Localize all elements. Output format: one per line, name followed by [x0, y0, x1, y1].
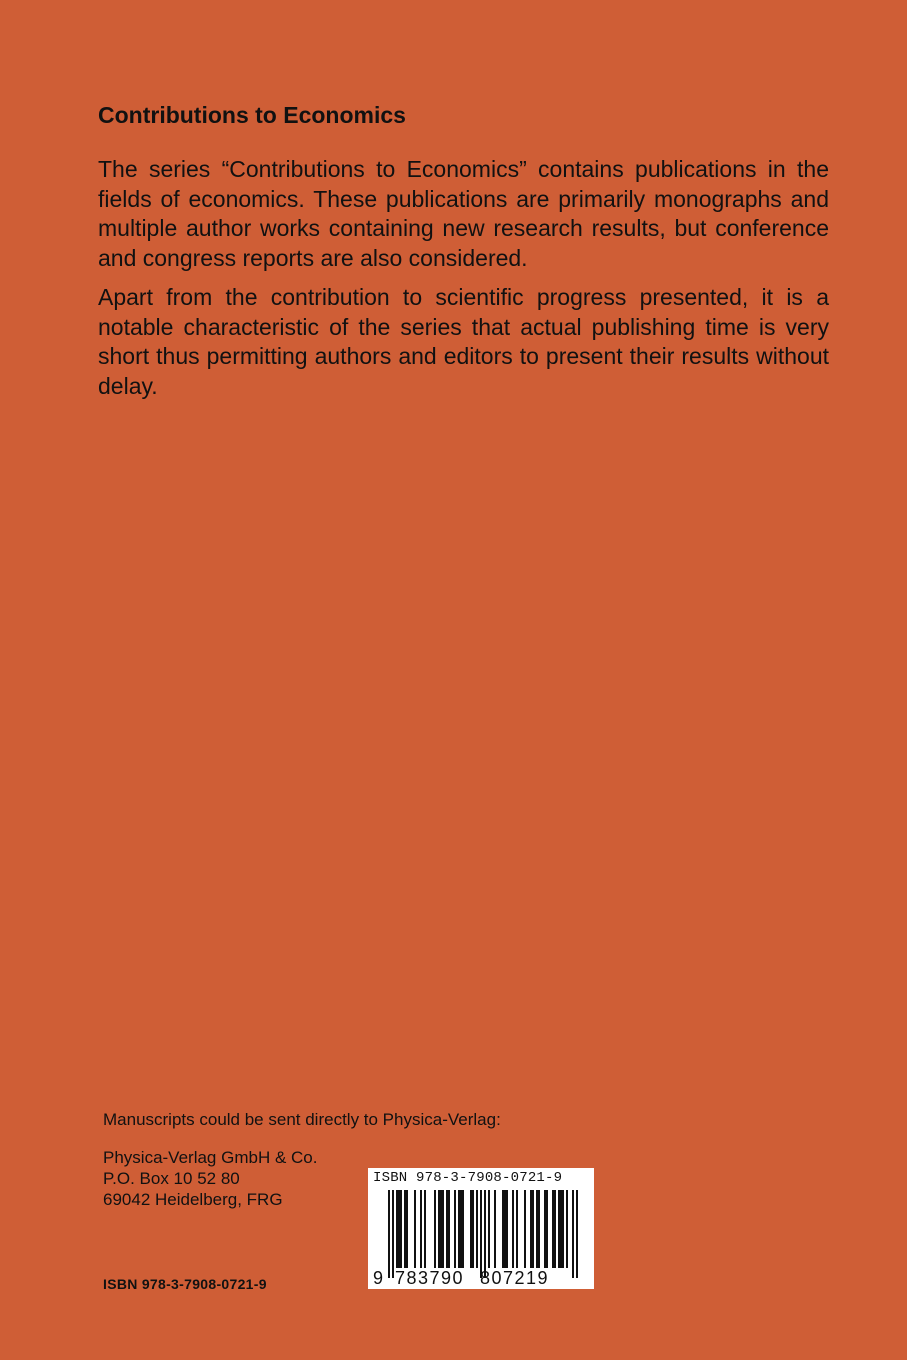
barcode-bar	[516, 1190, 518, 1268]
barcode-bar	[406, 1190, 408, 1268]
barcode-bar	[494, 1190, 496, 1268]
barcode-bar	[554, 1190, 556, 1268]
barcode-bar	[438, 1190, 440, 1268]
barcode-guard-bar	[572, 1190, 574, 1278]
barcode-bar	[552, 1190, 554, 1268]
barcode-bar	[454, 1190, 456, 1268]
barcode-guard-bar	[576, 1190, 578, 1278]
barcode-bar	[566, 1190, 568, 1268]
barcode-bar	[446, 1190, 448, 1268]
barcode-bar	[538, 1190, 540, 1268]
barcode-bar	[544, 1190, 546, 1268]
barcode-bar	[472, 1190, 474, 1268]
barcode-bar	[400, 1190, 402, 1268]
barcode-bar	[458, 1190, 460, 1268]
series-title: Contributions to Economics	[98, 102, 406, 128]
barcode-guard-bar	[484, 1190, 486, 1278]
barcode-bar	[560, 1190, 562, 1268]
publisher-address	[103, 1147, 317, 1210]
barcode-bar	[512, 1190, 514, 1268]
barcode-bar	[506, 1190, 508, 1268]
barcode-bar	[414, 1190, 416, 1268]
address-line-pobox: P.O. Box 10 52 80	[103, 1169, 240, 1188]
barcode-bar	[488, 1190, 490, 1268]
barcode-bar	[404, 1190, 406, 1268]
barcode-bar	[530, 1190, 532, 1268]
address-line-city: 69042 Heidelberg, FRG	[103, 1190, 283, 1209]
barcode-bar	[442, 1190, 444, 1268]
barcode-bar	[460, 1190, 462, 1268]
barcode-bar	[424, 1190, 426, 1268]
publishing-time-paragraph: Apart from the contribution to scientific progress presented, it is a notable characteristic of the series that actual publishing time is very short thus permitting authors and editors to present their results without delay.	[98, 284, 829, 399]
barcode-bar	[396, 1190, 398, 1268]
barcode-bar	[398, 1190, 400, 1268]
barcode-bar	[558, 1190, 560, 1268]
barcode-left-digits: 783790	[395, 1268, 465, 1288]
barcode-guard-bar	[480, 1190, 482, 1278]
isbn-barcode	[368, 1168, 594, 1289]
barcode-bar	[532, 1190, 534, 1268]
barcode-bar	[502, 1190, 504, 1268]
barcode-bar	[562, 1190, 564, 1268]
barcode-bar	[448, 1190, 450, 1268]
barcode-bar	[546, 1190, 548, 1268]
barcode-bar	[504, 1190, 506, 1268]
barcode-first-digit: 9	[373, 1268, 384, 1288]
barcode-bar	[434, 1190, 436, 1268]
barcode-bar	[536, 1190, 538, 1268]
barcode-isbn-label: ISBN 978-3-7908-0721-9	[373, 1170, 563, 1186]
barcode-bar	[470, 1190, 472, 1268]
barcode-guard-bar	[388, 1190, 390, 1278]
address-line-company: Physica-Verlag GmbH & Co.	[103, 1148, 318, 1167]
barcode-guard-bar	[392, 1190, 394, 1278]
barcode-bar	[462, 1190, 464, 1268]
barcode-bar	[440, 1190, 442, 1268]
barcode-bar	[476, 1190, 478, 1268]
isbn-text: ISBN 978-3-7908-0721-9	[103, 1276, 267, 1292]
manuscripts-note: Manuscripts could be sent directly to Physica-Verlag:	[103, 1110, 501, 1129]
barcode-bar	[524, 1190, 526, 1268]
barcode-right-digits: 807219	[480, 1268, 550, 1288]
barcode-bar	[420, 1190, 422, 1268]
series-description-paragraph: The series “Contributions to Economics” contains publications in the fields of economics. These publications are primarily monographs and multiple author works containing new research results, but conference and congress reports are also considered.	[98, 156, 829, 271]
